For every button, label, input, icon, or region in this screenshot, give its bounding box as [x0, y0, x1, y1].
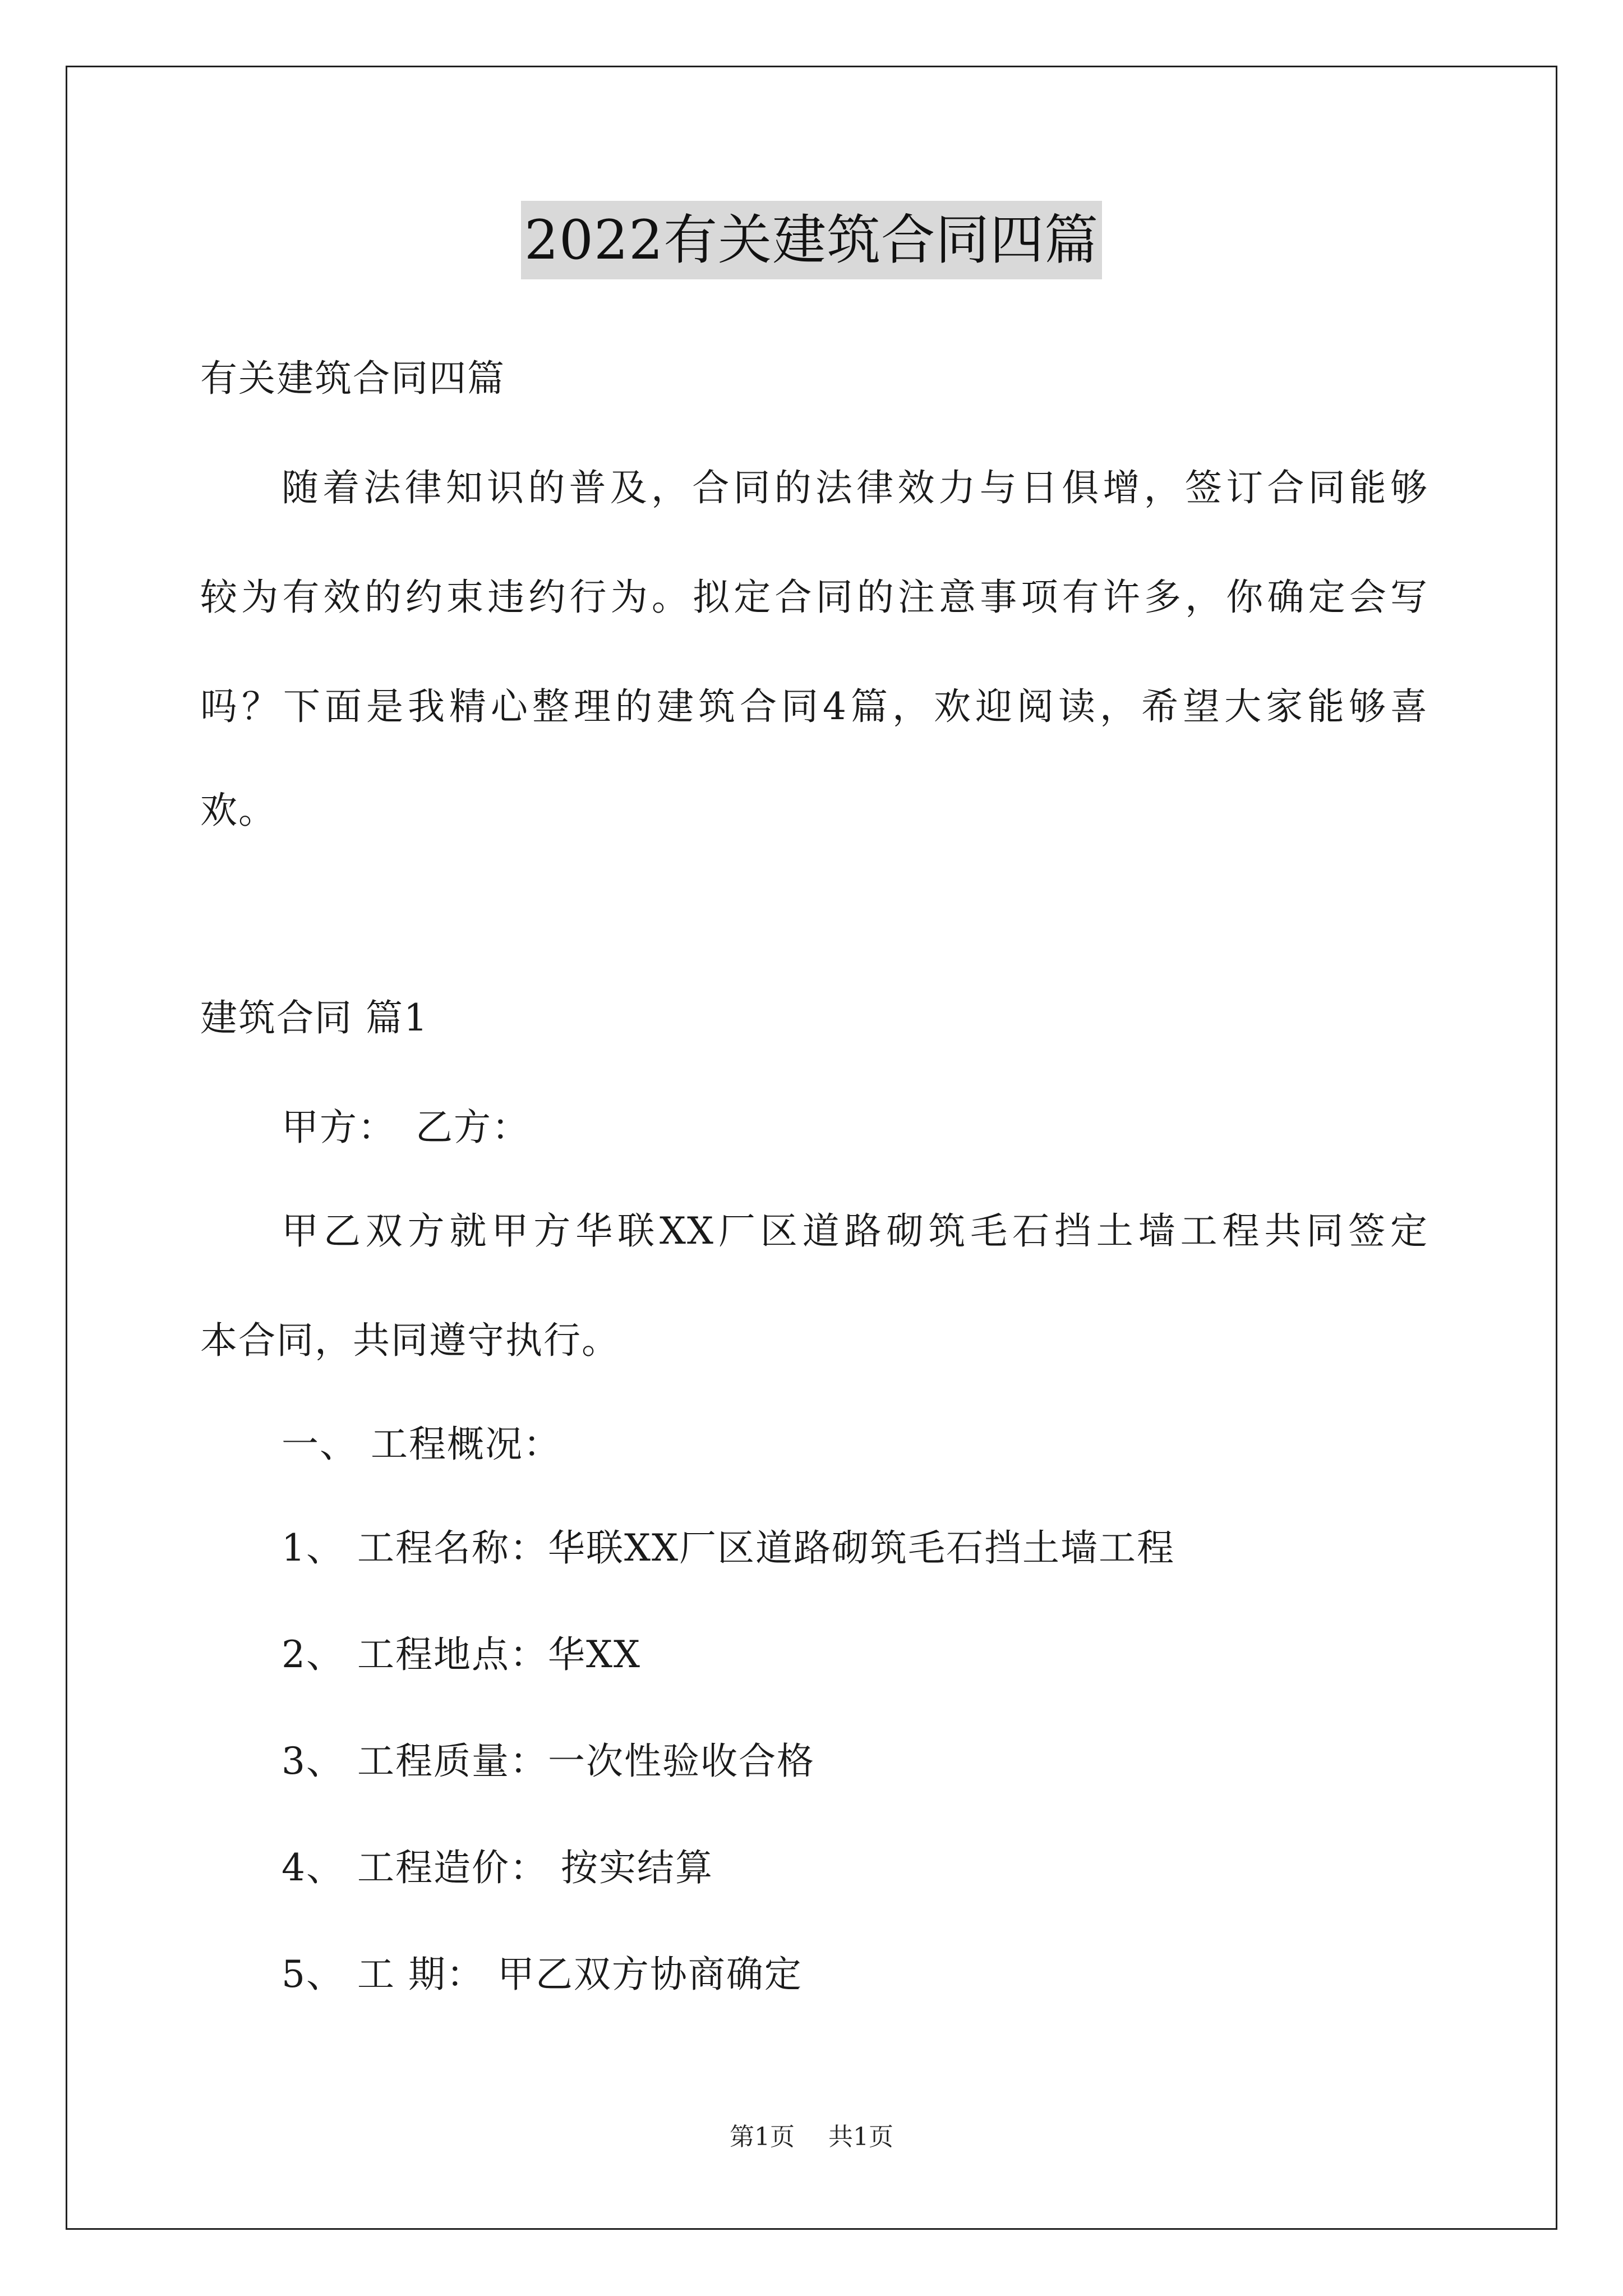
- footer-current-page: 第1页: [730, 2123, 795, 2151]
- item-project-cost: 4、 工程造价： 按实结算: [282, 1846, 713, 1889]
- title-container: [0, 201, 1623, 279]
- parties-line: 甲方： 乙方：: [282, 1106, 530, 1149]
- page-footer: [0, 2120, 1623, 2154]
- intro-line-1: 随着法律知识的普及，合同的法律效力与日俱增，签订合同能够: [282, 466, 1428, 509]
- item-project-quality: 3、 工程质量：一次性验收合格: [282, 1740, 815, 1783]
- intro-line-2: 较为有效的约束违约行为。拟定合同的注意事项有许多，你确定会写: [200, 576, 1428, 619]
- agreement-line-2: 本合同，共同遵守执行。: [200, 1319, 620, 1362]
- intro-line-4: 欢。: [200, 789, 276, 832]
- agreement-line-1: 甲乙双方就甲方华联XX厂区道路砌筑毛石挡土墙工程共同签定: [282, 1209, 1428, 1253]
- section-heading: 建筑合同 篇1: [200, 996, 428, 1039]
- document-title: 2022有关建筑合同四篇: [521, 201, 1102, 279]
- item-project-location: 2、 工程地点：华XX: [282, 1633, 641, 1676]
- document-subtitle: 有关建筑合同四篇: [200, 357, 505, 400]
- overview-heading: 一、 工程概况：: [282, 1423, 561, 1466]
- footer-total-pages: 共1页: [828, 2123, 893, 2151]
- item-project-period: 5、 工 期： 甲乙双方协商确定: [282, 1953, 803, 1996]
- item-project-name: 1、 工程名称：华联XX厂区道路砌筑毛石挡土墙工程: [282, 1526, 1175, 1570]
- intro-line-3: 吗？下面是我精心整理的建筑合同4篇，欢迎阅读，希望大家能够喜: [200, 685, 1428, 728]
